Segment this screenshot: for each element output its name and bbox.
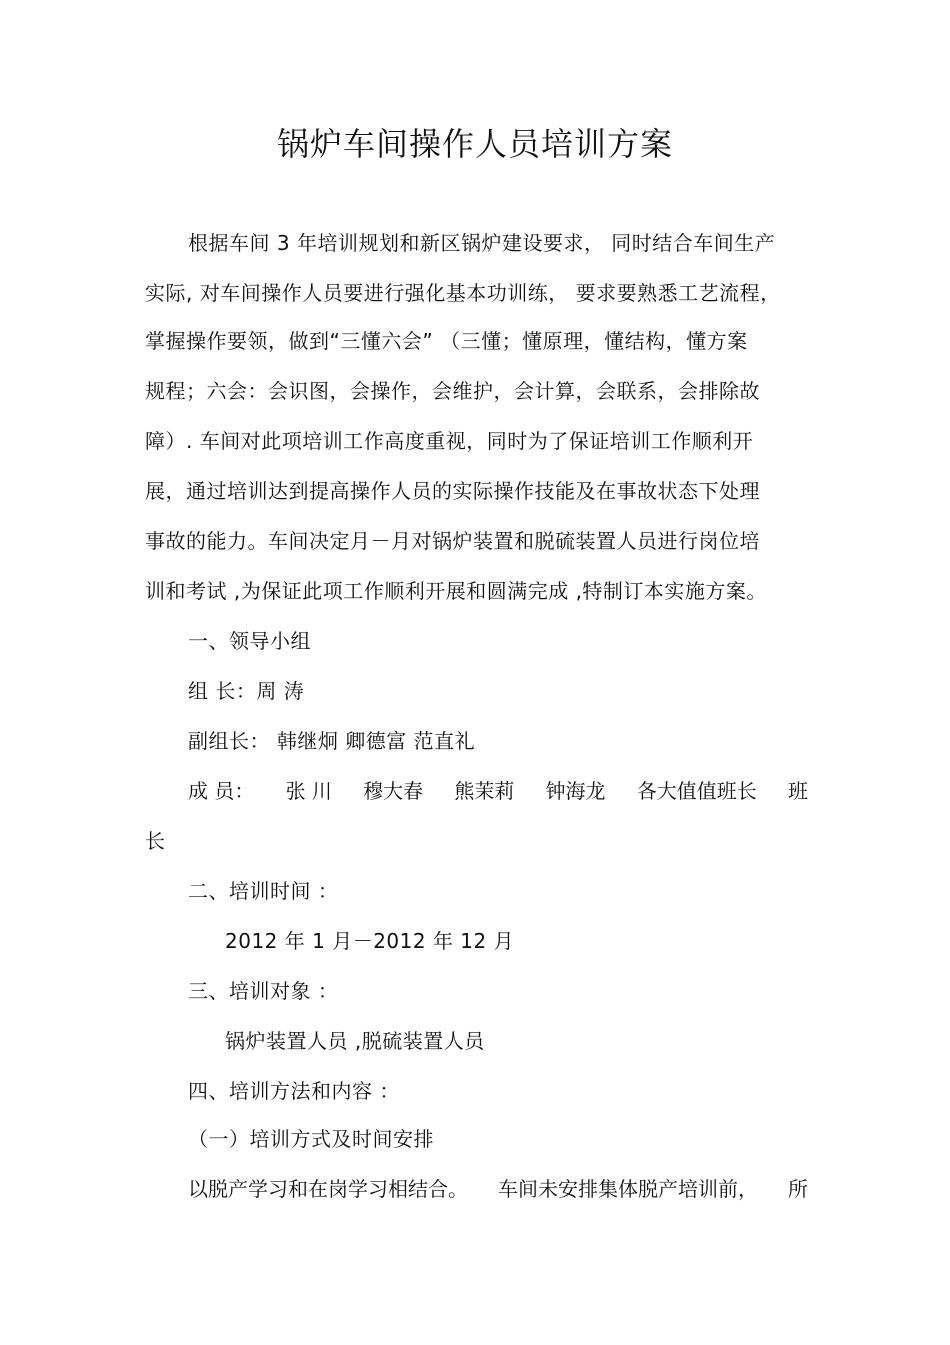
members-line — [188, 776, 808, 806]
intro-line-3: 掌握操作要领，做到“三懂六会” （三懂；懂原理，懂结构，懂方案 — [145, 329, 748, 353]
intro-line-8: 训和考试 ,为保证此项工作顺利开展和圆满完成 ,特制订本实施方案。 — [145, 579, 767, 603]
intro-line-7: 事故的能力。车间决定月－月对锅炉装置和脱硫装置人员进行岗位培 — [145, 529, 760, 553]
deputy-leader-line: 副组长： 韩继炯 卿德富 范直礼 — [188, 729, 476, 753]
method-text-part: 以脱产学习和在岗学习相结合。 — [188, 1177, 468, 1201]
intro-line-6: 展，通过培训达到提高操作人员的实际操作技能及在事故状态下处理 — [145, 479, 760, 503]
section-heading-training-method: 四、培训方法和内容 ： — [188, 1079, 400, 1103]
section-heading-leadership: 一、领导小组 — [188, 629, 311, 653]
members-label: 成 员： — [188, 779, 255, 803]
subsection-heading-method-schedule: （一）培训方式及时间安排 — [188, 1127, 434, 1151]
intro-line-2: 实际, 对车间操作人员要进行强化基本功训练， 要求要熟悉工艺流程， — [145, 281, 781, 305]
member-name: 穆大春 — [363, 779, 424, 803]
training-time-value: 2012 年 1 月－2012 年 12 月 — [225, 929, 515, 953]
member-name: 熊茉莉 — [454, 779, 515, 803]
member-name: 各大值值班长 — [636, 779, 757, 803]
document-title: 锅炉车间操作人员培训方案 — [276, 125, 673, 163]
method-line — [188, 1174, 808, 1204]
method-text-part: 车间未安排集体脱产培训前， — [498, 1177, 758, 1201]
member-name: 张 川 — [285, 779, 332, 803]
intro-line-1: 根据车间 3 年培训规划和新区锅炉建设要求， 同时结合车间生产 — [188, 231, 776, 255]
members-line-wrap: 长 — [145, 829, 166, 853]
section-heading-training-time: 二、培训时间 ： — [188, 879, 339, 903]
intro-line-4: 规程；六会：会识图，会操作，会维护，会计算，会联系，会排除故 — [145, 379, 760, 403]
section-heading-training-target: 三、培训对象 ： — [188, 979, 339, 1003]
member-name: 钟海龙 — [545, 779, 606, 803]
member-name: 班 — [787, 779, 808, 803]
method-text-part: 所 — [788, 1177, 808, 1201]
training-target-value: 锅炉装置人员 ,脱硫装置人员 — [225, 1029, 485, 1053]
leader-line: 组 长：周 涛 — [188, 679, 305, 703]
intro-line-5: 障）. 车间对此项培训工作高度重视，同时为了保证培训工作顺利开 — [145, 429, 754, 453]
